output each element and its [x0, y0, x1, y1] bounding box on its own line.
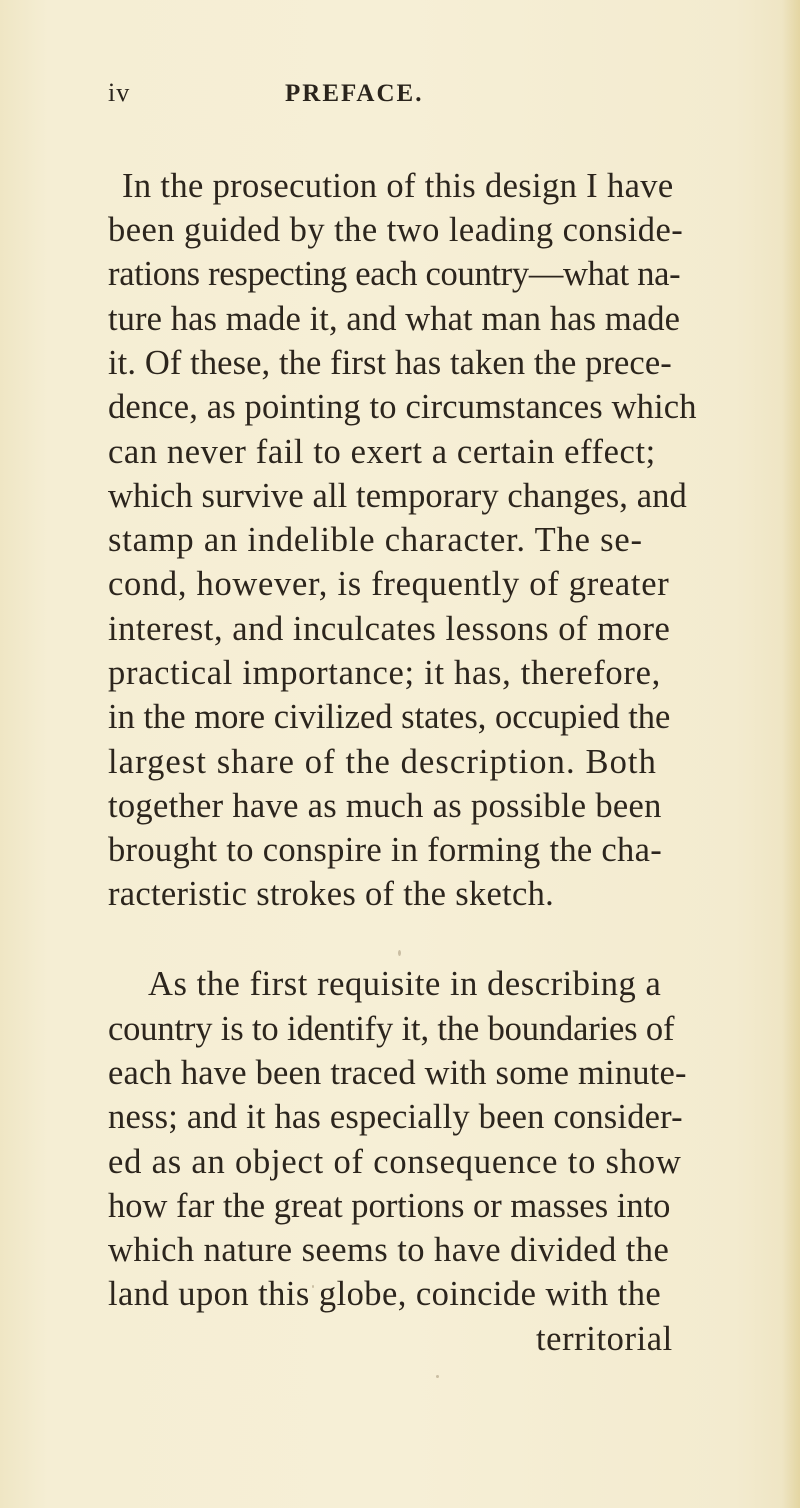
- text-line: As the first requisite in describing a: [148, 965, 662, 1003]
- text-line: together have as much as possible been: [108, 787, 662, 825]
- page-number: iv: [108, 78, 131, 107]
- text-line: rations respecting each country—what na-: [108, 255, 681, 293]
- text-line: in the more civilized states, occupied the: [108, 698, 671, 736]
- paper-speck: [436, 1375, 439, 1378]
- running-head: PREFACE.: [285, 80, 424, 107]
- page-edge-shading: [782, 0, 800, 1508]
- text-line: it. Of these, the first has taken the prece-: [108, 344, 672, 382]
- text-line: which survive all temporary changes, and: [108, 477, 687, 515]
- text-line: In the prosecution of this design I have: [122, 167, 674, 205]
- text-line: ness; and it has especially been consider-: [108, 1098, 683, 1136]
- text-line: brought to conspire in forming the cha-: [108, 831, 662, 869]
- paper-speck: [312, 1285, 314, 1288]
- paper-speck: [398, 950, 401, 956]
- text-line: how far the great portions or masses into: [108, 1187, 671, 1225]
- text-line: which nature seems to have divided the: [108, 1231, 670, 1269]
- text-line: land upon this globe, coincide with the: [108, 1275, 662, 1313]
- text-line: ed as an object of consequence to show: [108, 1143, 682, 1181]
- text-line: ture has made it, and what man has made: [108, 300, 681, 338]
- text-line: largest share of the description. Both: [108, 743, 657, 781]
- text-line: dence, as pointing to circumstances which: [108, 388, 697, 426]
- text-line: racteristic strokes of the sketch.: [108, 875, 555, 913]
- text-line: each have been traced with some minute-: [108, 1054, 687, 1092]
- catchword: territorial: [536, 1320, 673, 1358]
- text-line: cond, however, is frequently of greater: [108, 565, 670, 603]
- text-line: country is to identify it, the boundaries of: [108, 1010, 675, 1048]
- text-line: practical importance; it has, therefore,: [108, 654, 661, 692]
- text-line: interest, and inculcates lessons of more: [108, 610, 671, 648]
- text-line: been guided by the two leading conside-: [108, 211, 684, 249]
- text-line: can never fail to exert a certain effect;: [108, 433, 656, 471]
- text-line: stamp an indelible character. The se-: [108, 521, 643, 559]
